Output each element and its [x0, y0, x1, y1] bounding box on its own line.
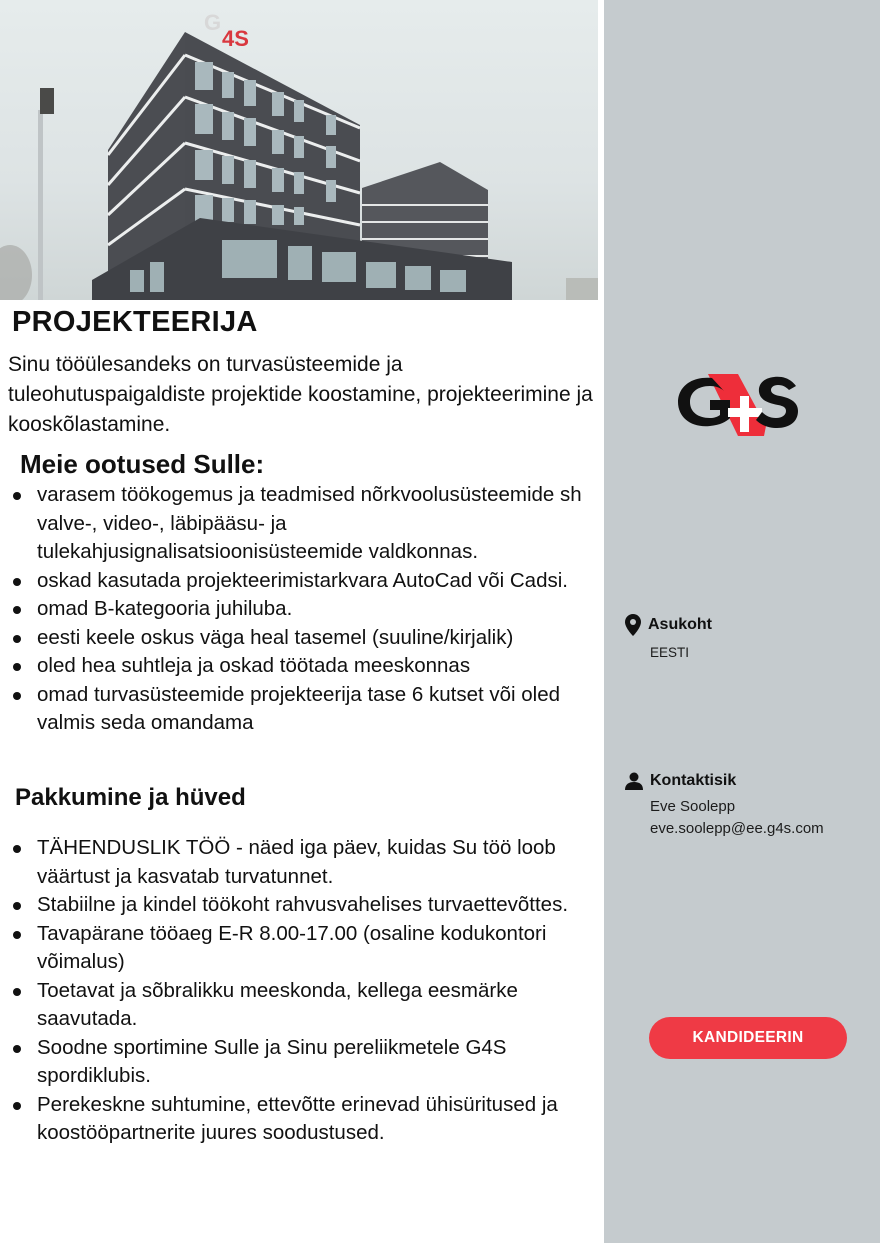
list-item: varasem töökogemus ja teadmised nõrkvoolusüsteemide sh valve-, video-, läbipääsu- ja tulekahjusignalisatsioonisüsteemide valdkonnas. — [0, 481, 590, 567]
svg-text:4S: 4S — [222, 26, 249, 51]
contact-email[interactable]: eve.soolepp@ee.g4s.com — [650, 820, 824, 837]
svg-text:G: G — [204, 10, 222, 35]
location-block — [625, 614, 712, 664]
list-item: omad turvasüsteemide projekteerija tase 6 kutset või oled valmis seda omandama — [0, 681, 590, 738]
person-icon — [625, 772, 643, 790]
g4s-logo-icon — [676, 366, 800, 438]
contact-label: Kontaktisik — [650, 772, 737, 789]
contact-block — [625, 772, 824, 840]
list-item: Toetavat ja sõbralikku meeskonda, kellega eesmärke saavutada. — [0, 977, 590, 1034]
location-label: Asukoht — [648, 616, 712, 633]
job-intro: Sinu tööülesandeks on turvasüsteemide ja tuleohutuspaigaldiste projektide koostamine, projekteerimine ja kooskõlastamine. — [8, 353, 593, 436]
g4s-logo — [676, 366, 800, 438]
location-value: EESTI — [650, 645, 690, 660]
job-title: PROJEKTEERIJA — [12, 306, 258, 338]
list-item: oskad kasutada projekteerimistarkvara AutoCad või Cadsi. — [0, 567, 590, 596]
expectations-list — [0, 481, 590, 738]
map-pin-icon — [625, 614, 641, 636]
list-item: Perekeskne suhtumine, ettevõtte erinevad ühisüritused ja koostööpartnerite juures soodustused. — [0, 1091, 590, 1148]
building-illustration — [0, 0, 598, 300]
list-item: oled hea suhtleja ja oskad töötada meeskonnas — [0, 652, 590, 681]
benefits-list — [0, 834, 590, 1148]
contact-name: Eve Soolepp — [650, 798, 736, 815]
apply-button[interactable]: KANDIDEERIN — [649, 1017, 847, 1059]
expectations-heading: Meie ootused Sulle: — [20, 449, 265, 479]
list-item: eesti keele oskus väga heal tasemel (suuline/kirjalik) — [0, 624, 590, 653]
hero-photo — [0, 0, 598, 300]
list-item: Tavapärane tööaeg E-R 8.00-17.00 (osaline kodukontori võimalus) — [0, 920, 590, 977]
benefits-heading: Pakkumine ja hüved — [15, 784, 246, 811]
list-item: omad B-kategooria juhiluba. — [0, 595, 590, 624]
list-item: Soodne sportimine Sulle ja Sinu pereliikmetele G4S spordiklubis. — [0, 1034, 590, 1091]
list-item: Stabiilne ja kindel töökoht rahvusvahelises turvaettevõttes. — [0, 891, 590, 920]
list-item: TÄHENDUSLIK TÖÖ - näed iga päev, kuidas Su töö loob väärtust ja kasvatab turvatunnet. — [0, 834, 590, 891]
